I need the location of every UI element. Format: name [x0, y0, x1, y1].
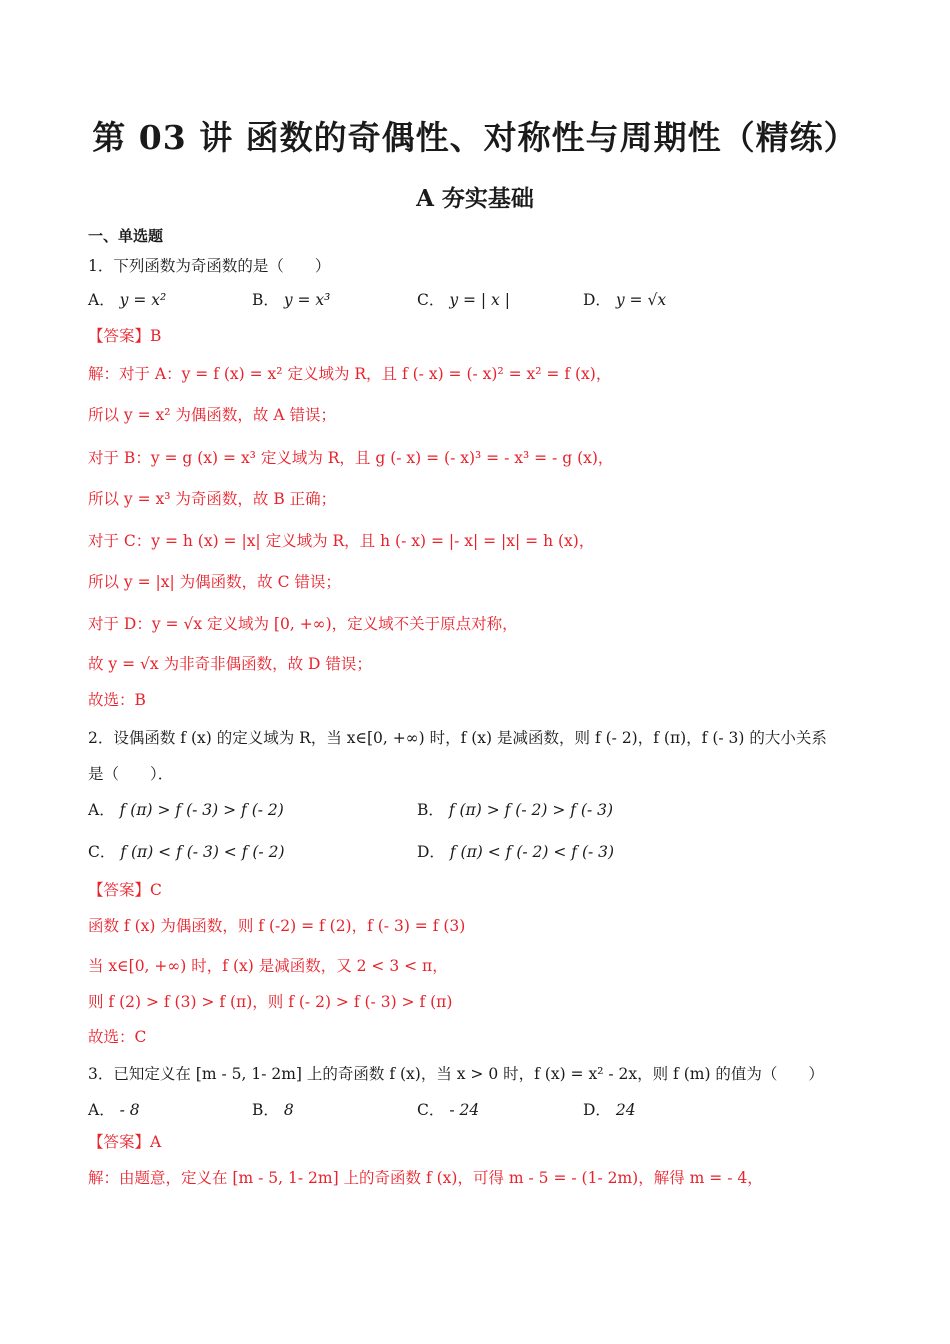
q3-option-b-label: B． [252, 1101, 279, 1119]
q2-solution-line-3: 则 f (2) > f (3) > f (π)，则 f (- 2) > f (- 3) > f (π) [88, 993, 453, 1011]
q1-option-a-text: y = x² [119, 291, 167, 309]
q2-option-b [417, 800, 613, 820]
q3-solution-line-1: 解：由题意，定义在 [m - 5, 1- 2m] 上的奇函数 f (x)，可得 m - 5 = - (1- 2m)，解得 m = - 4， [88, 1169, 763, 1187]
q1-solution-line-8: 故 y = √x 为非奇非偶函数，故 D 错误； [88, 655, 372, 673]
q1-option-d-label: D． [583, 291, 611, 309]
page-title: 第 03 讲 函数的奇偶性、对称性与周期性（精练） [92, 118, 858, 157]
q1-solution-line-5: 对于 C：y = h (x) = |x| 定义域为 R，且 h (- x) = |- x| = |x| = h (x)， [88, 532, 595, 550]
q3-option-d-text: 24 [615, 1101, 636, 1119]
q2-option-b-text: f (π) > f (- 2) > f (- 3) [448, 801, 614, 819]
q3-answer: 【答案】A [88, 1133, 162, 1151]
q2-solution-line-4: 故选：C [88, 1028, 147, 1046]
q1-option-c-text: y = | x | [449, 291, 510, 309]
q1-option-d-text: y = √x [615, 291, 667, 309]
q3-option-c-label: C． [417, 1101, 445, 1119]
q1-option-c-label: C． [417, 291, 445, 309]
q3-option-d-label: D． [583, 1101, 611, 1119]
q2-solution-line-2: 当 x∈[0, +∞) 时，f (x) 是减函数，又 2 < 3 < π， [88, 957, 448, 975]
q2-option-d-text: f (π) < f (- 2) < f (- 3) [449, 843, 615, 861]
q1-solution-line-3: 对于 B：y = g (x) = x³ 定义域为 R，且 g (- x) = (- x)³ = - x³ = - g (x)， [88, 449, 614, 467]
q2-option-c [88, 842, 285, 862]
q3-option-a-label: A． [88, 1101, 115, 1119]
q1-option-a-label: A． [88, 291, 115, 309]
section-heading: 一、单选题 [88, 227, 164, 245]
q2-option-d-label: D． [417, 843, 445, 861]
q2-option-a [88, 800, 284, 820]
q3-option-c-text: - 24 [449, 1101, 480, 1119]
q2-option-c-text: f (π) < f (- 3) < f (- 2) [120, 843, 285, 861]
q2-option-a-label: A． [88, 801, 115, 819]
q3-option-c [417, 1100, 479, 1120]
q3-option-d [583, 1100, 636, 1120]
question-2-stem: 2．设偶函数 f (x) 的定义域为 R，当 x∈[0, +∞) 时，f (x) 是减函数，则 f (- 2)，f (π)，f (- 3) 的大小关系 [88, 729, 827, 747]
q1-solution-line-9: 故选：B [88, 691, 146, 709]
q3-option-a-text: - 8 [119, 1101, 140, 1119]
q1-option-a [88, 290, 166, 310]
q1-solution-line-4: 所以 y = x³ 为奇函数，故 B 正确； [88, 490, 337, 508]
q1-answer: 【答案】B [88, 327, 162, 345]
q1-solution-line-1: 解：对于 A：y = f (x) = x² 定义域为 R，且 f (- x) = (- x)² = x² = f (x)， [88, 365, 612, 383]
q1-option-d [583, 290, 666, 310]
q2-option-d [417, 842, 614, 862]
q2-option-c-label: C． [88, 843, 116, 861]
section-subtitle: A 夯实基础 [416, 185, 534, 212]
q2-option-b-label: B． [417, 801, 444, 819]
q2-option-a-text: f (π) > f (- 3) > f (- 2) [119, 801, 284, 819]
q1-solution-line-2: 所以 y = x² 为偶函数，故 A 错误； [88, 406, 336, 424]
question-1-stem: 1．下列函数为奇函数的是（ ） [88, 257, 331, 275]
q1-option-b-label: B． [252, 291, 279, 309]
question-3-stem: 3．已知定义在 [m - 5, 1- 2m] 上的奇函数 f (x)，当 x > 0 时，f (x) = x² - 2x，则 f (m) 的值为（ ） [88, 1065, 824, 1083]
q3-option-b [252, 1100, 294, 1120]
q1-option-b-text: y = x³ [283, 291, 331, 309]
q3-option-b-text: 8 [283, 1101, 294, 1119]
q1-option-b [252, 290, 330, 310]
q2-solution-line-1: 函数 f (x) 为偶函数，则 f (-2) = f (2)，f (- 3) = f (3) [88, 917, 466, 935]
q2-answer: 【答案】C [88, 881, 162, 899]
q1-solution-line-7: 对于 D：y = √x 定义域为 [0, +∞)，定义域不关于原点对称， [88, 615, 518, 633]
question-2-stem-cont: 是（ ）． [88, 765, 174, 783]
q1-solution-line-6: 所以 y = |x| 为偶函数，故 C 错误； [88, 573, 341, 591]
q1-option-c [417, 290, 510, 310]
q3-option-a [88, 1100, 140, 1120]
